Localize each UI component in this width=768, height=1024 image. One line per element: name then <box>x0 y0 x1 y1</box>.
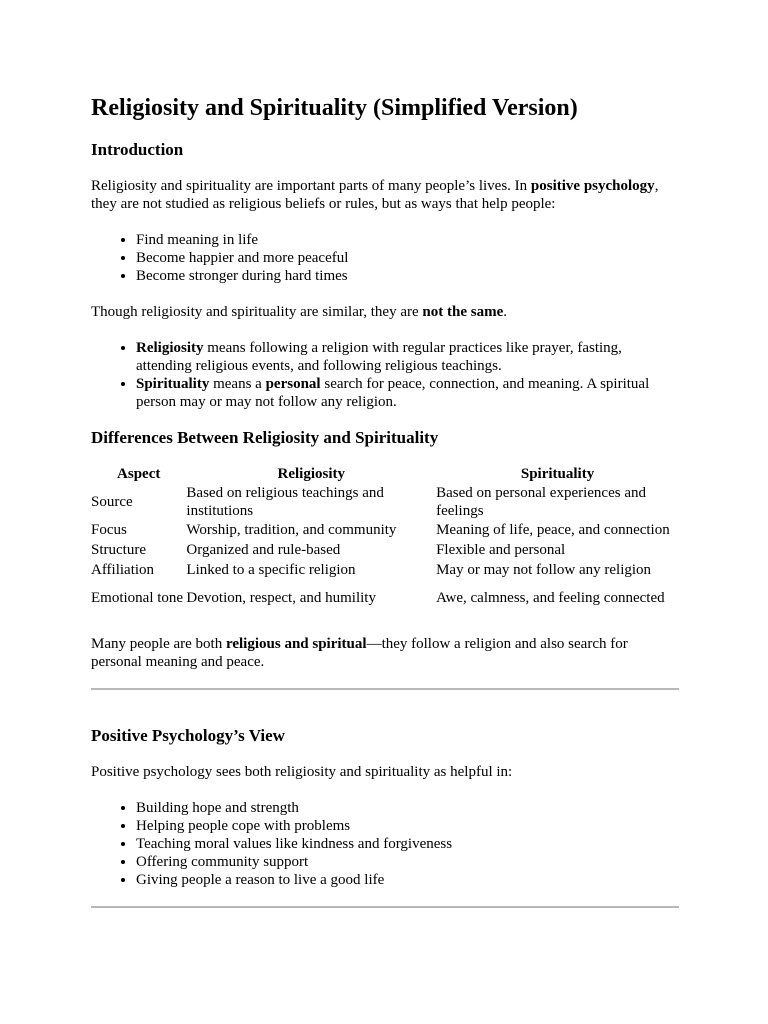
closing-text-start: Many people are both <box>91 636 226 652</box>
closing-paragraph <box>91 635 679 671</box>
view-paragraph: Positive psychology sees both religiosity and spirituality as helpful in: <box>91 764 513 780</box>
similarity-bold-term: not the same <box>422 304 504 320</box>
positive-psychology-heading: Positive Psychology’s View <box>91 726 285 745</box>
column-header: Religiosity <box>277 466 345 482</box>
table-cell: Source <box>91 494 133 510</box>
document-page <box>91 94 679 908</box>
intro-paragraph <box>91 177 679 213</box>
table-cell: Linked to a specific religion <box>186 562 356 578</box>
table-cell: Affiliation <box>91 562 155 578</box>
table-row <box>91 560 679 580</box>
table-cell: Flexible and personal <box>436 542 566 558</box>
table-cell: Based on religious teachings and institutions <box>186 485 384 519</box>
column-header: Aspect <box>117 466 161 482</box>
similarity-paragraph <box>91 303 679 321</box>
table-row <box>91 580 679 616</box>
table-cell: Meaning of life, peace, and connection <box>436 522 670 538</box>
definition-term: Spirituality <box>136 376 210 392</box>
table-cell: Emotional tone <box>91 590 184 606</box>
list-item: • Offering community support <box>136 853 679 871</box>
column-header: Spirituality <box>520 466 595 482</box>
list-item: • Helping people cope with problems <box>136 817 679 835</box>
table-cell: Awe, calmness, and feeling connected <box>436 590 665 606</box>
table-cell: Worship, tradition, and community <box>186 522 397 538</box>
definition-religiosity <box>136 339 679 375</box>
view-bullet-list <box>91 799 679 889</box>
intro-text-end: , they are not studied as religious beliefs or rules, but as ways that help people: <box>91 178 659 212</box>
differences-heading: Differences Between Religiosity and Spirituality <box>91 428 439 447</box>
table-cell: Structure <box>91 542 146 558</box>
closing-text-end: —they follow a religion and also search for personal meaning and peace. <box>91 636 628 670</box>
list-item: • Teaching moral values like kindness and forgiveness <box>136 835 679 853</box>
similarity-text-start: Though religiosity and spirituality are similar, they are <box>91 304 423 320</box>
section-divider <box>91 688 679 690</box>
closing-bold-term: religious and spiritual <box>225 636 367 652</box>
intro-bullet-list <box>91 231 679 285</box>
definition-text: means a <box>209 376 266 392</box>
document-title: Religiosity and Spirituality (Simplified Version) <box>91 95 578 121</box>
comparison-table <box>91 464 679 616</box>
definition-text: search for peace, connection, and meaning. A spiritual person may or may not follow any religion. <box>136 376 650 410</box>
intro-text-start: Religiosity and spirituality are important parts of many people’s lives. In <box>91 178 531 194</box>
table-row <box>91 540 679 560</box>
definition-bold-word: personal <box>265 376 321 392</box>
table-cell: Organized and rule-based <box>186 542 341 558</box>
definition-term: Religiosity <box>136 340 204 356</box>
table-row <box>91 484 679 520</box>
list-item: • Building hope and strength <box>136 799 679 817</box>
table-cell: May or may not follow any religion <box>436 562 652 578</box>
definition-spirituality <box>136 375 679 411</box>
similarity-text-end: . <box>503 304 507 320</box>
definition-text: means following a religion with regular practices like prayer, fasting, attending religious events, and following religious teachings. <box>136 340 622 374</box>
table-row <box>91 520 679 540</box>
section-divider <box>91 906 679 908</box>
list-item: • Become happier and more peaceful <box>136 249 679 267</box>
list-item: • Become stronger during hard times <box>136 267 679 285</box>
table-cell: Focus <box>91 522 127 538</box>
list-item: • Find meaning in life <box>136 231 679 249</box>
table-cell: Devotion, respect, and humility <box>186 590 376 606</box>
introduction-heading: Introduction <box>91 140 184 159</box>
table-header-row <box>91 464 679 484</box>
table-cell: Based on personal experiences and feelings <box>436 485 646 519</box>
definition-list <box>91 339 679 411</box>
intro-bold-term: positive psychology <box>530 178 655 194</box>
list-item: • Giving people a reason to live a good life <box>136 871 679 889</box>
